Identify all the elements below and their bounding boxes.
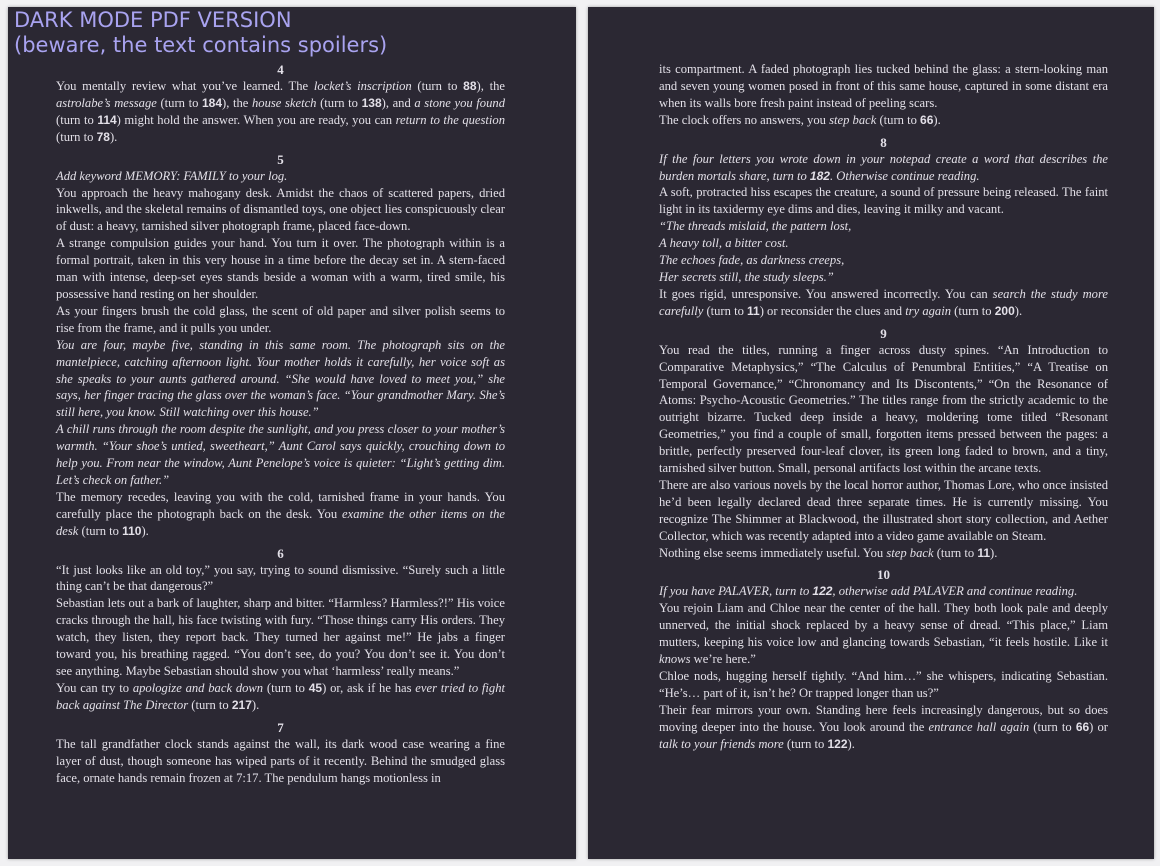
paragraph: As your fingers brush the cold glass, the scent of old paper and silver polish seems to rise from the frame, and it pulls you under.	[56, 303, 505, 335]
choice-link-text: astrolabe’s message	[56, 95, 157, 110]
choice-link-text: a stone you found	[414, 95, 505, 110]
section-number: 5	[277, 151, 284, 167]
choice-link-text: try again	[905, 303, 952, 318]
paragraph: Add keyword MEMORY: FAMILY to your log.	[56, 168, 288, 183]
paragraph: You read the titles, running a finger across dusty spines. “An Introduction to Comparative Metaphysics,” “The Calculus of Penumbral Entities,” “A Treatise on Temporal Governance,” “Chronomancy and Its Discontents,” “On the Resonance of Atoms: Psycho-Acoustic Geometries.” The titles range from the strictly academic to the outright bizarre. Tucked deep inside a heavy, moldering tome titled “Resonant Geometries,” you find a couple of small, forgotten items pressed between the pages: a brittle, perfectly preserved four-leaf clover, its green long faded to brown, and a tiny, tarnished silver button. Small, personal artifacts lost within the arcane texts.	[659, 342, 1108, 476]
choice-link-text: examine the other items on the desk	[56, 506, 505, 538]
choice-link-text: knows	[659, 652, 691, 667]
choice-link-text: locket’s inscription	[313, 79, 412, 93]
choice-link-text: talk to your friends more	[659, 736, 784, 751]
turn-to-number: 114	[97, 112, 117, 127]
paragraph: Sebastian lets out a bark of laughter, sharp and bitter. “Harmless? Harmless?!” His voice cracks through the hall, his face twisting with fury. “Those things carry His orders. They watch, they listen, they report back. They turned her against me!” He jabs a finger toward you, his breathing ragged. “You don’t see, do you? You don’t see it. You don’t see anything. Maybe Sebastian should show you what ‘harmless’ really means.”	[56, 596, 505, 678]
choice-link-text: house sketch	[252, 95, 317, 110]
paragraph: The memory recedes, leaving you with the cold, tarnished frame in your hands. You carefully place the photograph back on the desk. You examine the other items on the desk (turn to 110).	[56, 489, 505, 538]
right-page-text-column	[659, 61, 1108, 753]
choice-link-text: search the study more carefully	[659, 286, 1109, 318]
section-number: 8	[880, 134, 887, 150]
turn-to-number: 122	[812, 584, 833, 599]
turn-to-number: 45	[308, 680, 323, 695]
turn-to-number: 122	[827, 736, 848, 751]
turn-to-number: 184	[202, 95, 223, 110]
paragraph: You mentally review what you’ve learned. The locket’s inscription (turn to 88), the astrolabe’s message (turn to 184), the house sketch (turn to 138), and a stone you found (turn to 114) might hold the answer. When you are ready, you can return to the question (turn to 78).	[56, 79, 505, 144]
choice-link-text: step back	[886, 545, 934, 560]
paragraph: It goes rigid, unresponsive. You answered incorrectly. You can search the study more carefully (turn to 11) or reconsider the clues and try again (turn to 200).	[659, 286, 1109, 318]
paragraph: Their fear mirrors your own. Standing here feels increasingly dangerous, but so does moving deeper into the house. You look around the entrance hall again (turn to 66) or talk to your friends more (turn to 122).	[659, 702, 1108, 751]
paragraph: If you have PALAVER, turn to 122, otherwise add PALAVER and continue reading.	[659, 584, 1078, 599]
turn-to-number: 182	[809, 168, 830, 183]
paragraph: “The threads mislaid, the pattern lost,	[659, 219, 852, 234]
turn-to-number: 66	[920, 112, 934, 127]
paragraph: Nothing else seems immediately useful. You step back (turn to 11).	[659, 545, 998, 560]
turn-to-number: 138	[361, 95, 382, 110]
turn-to-number: 110	[122, 523, 142, 538]
paragraph: A chill runs through the room despite the sunlight, and you press closer to your mother’s warmth. “Your shoe’s untied, sweetheart,” Aunt Carol says quickly, crouching down to help you. From near the window, Aunt Penelope’s voice is quieter: “Light’s getting dim. Let’s check on father.”	[56, 422, 505, 487]
turn-to-number: 66	[1075, 719, 1090, 734]
turn-to-number: 11	[977, 545, 991, 560]
paragraph: “It just looks like an old toy,” you say, trying to sound dismissive. “Surely such a little thing can’t be that dangerous?”	[56, 562, 505, 594]
choice-link-text: return to the question	[395, 112, 505, 127]
dark-mode-banner	[14, 8, 387, 58]
paragraph: If the four letters you wrote down in your notepad create a word that describes the burden mortals share, turn to 182. Otherwise continue reading.	[659, 151, 1108, 183]
paragraph: There are also various novels by the local horror author, Thomas Lore, who once insisted he’d been legally declared dead three separate times. He is currently missing. You recognize The Shimmer at Blackwood, the illustrated short story collection, and Aether Collector, which was recently adapted into a video game available on Steam.	[659, 477, 1109, 543]
paragraph: The echoes fade, as darkness creeps,	[659, 253, 845, 268]
choice-link-text: ever tried to fight back against The Director	[56, 680, 505, 712]
paragraph: You can try to apologize and back down (turn to 45) or, ask if he has ever tried to fight back against The Director (turn to 217).	[56, 680, 505, 712]
turn-to-number: 217	[231, 697, 252, 712]
paragraph: Her secrets still, the study sleeps.”	[659, 269, 834, 284]
turn-to-number: 200	[994, 303, 1015, 318]
choice-link-text: apologize and back down	[132, 680, 264, 695]
section-number: 6	[277, 545, 284, 561]
paragraph: The tall grandfather clock stands against the wall, its dark wood case wearing a fine layer of dust, though someone has wiped parts of it recently. Behind the smudged glass face, ornate hands remain frozen at 7:17. The pendulum hangs motionless in	[56, 736, 505, 785]
paragraph: Chloe nods, hugging herself tightly. “And him…” she whispers, indicating Sebastian. “He’s… part of it, isn’t he? Or trapped longer than us?”	[659, 669, 1108, 700]
turn-to-number: 11	[747, 303, 760, 318]
paragraph: You approach the heavy mahogany desk. Amidst the chaos of scattered papers, dried inkwells, and the skeletal remains of dismantled toys, one object lies conspicuously clear of dust: a heavy, tarnished silver photograph frame, placed face-down.	[56, 185, 505, 234]
right-page	[588, 7, 1154, 859]
banner-title: DARK MODE PDF VERSION	[14, 8, 292, 32]
paragraph: A heavy toll, a bitter cost.	[659, 236, 789, 251]
paragraph: The clock offers no answers, you step back (turn to 66).	[659, 112, 941, 127]
left-page	[8, 7, 576, 859]
section-number: 7	[277, 719, 284, 735]
paragraph: its compartment. A faded photograph lies tucked behind the glass: a stern-looking man and seven young women posed in front of this same house, captured in some distant era when its walls bore fresh paint instead of peeling scars.	[659, 62, 1108, 110]
section-number: 4	[277, 62, 284, 77]
paragraph: A strange compulsion guides your hand. You turn it over. The photograph within is a formal portrait, taken in this very house in a time before the decay set in. A stern-faced man with intense, deep-set eyes stands beside a woman with a warm, tired smile, his possessive hand resting on her shoulder.	[56, 236, 505, 301]
paragraph: You are four, maybe five, standing in this same room. The photograph sits on the mantelpiece, catching afternoon light. Your mother holds it carefully, her voice soft as she speaks to your aunts gathered around. “She would have loved to meet you,” she says, her finger tracing the glass over the woman’s face. “Your grandmother Mary. She’s still here, you know. Still watching over this house.”	[56, 337, 505, 420]
banner-spoiler-warning: (beware, the text contains spoilers)	[14, 33, 388, 57]
choice-link-text: step back	[829, 112, 877, 127]
choice-link-text: entrance hall again	[928, 719, 1030, 734]
paragraph: You rejoin Liam and Chloe near the center of the hall. They both look pale and deeply unnerved, the initial shock replaced by a heavy sense of dread. “This place,” Liam mutters, keeping his voice low and glancing towards Sebastian, “it feels hostile. Like it knows we’re here.”	[659, 601, 1108, 667]
paragraph: A soft, protracted hiss escapes the creature, a sound of pressure being released. The faint light in its taxidermy eye dims and dies, leaving it milky and vacant.	[659, 185, 1108, 217]
left-page-text-column	[56, 61, 505, 786]
turn-to-number: 88	[463, 79, 477, 93]
turn-to-number: 78	[96, 129, 110, 144]
section-number: 9	[880, 325, 887, 341]
section-number: 10	[877, 567, 890, 583]
